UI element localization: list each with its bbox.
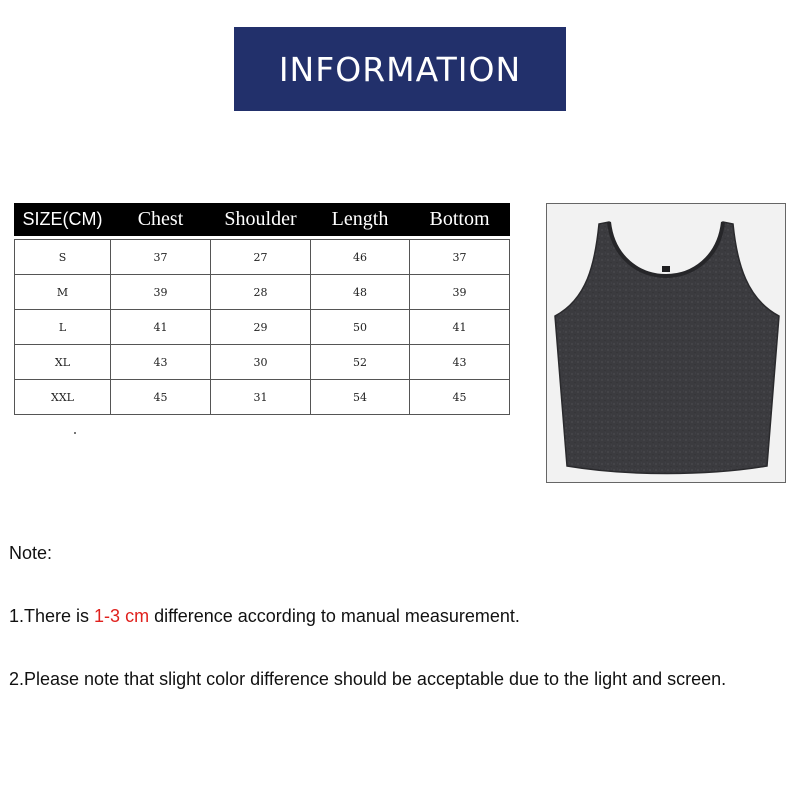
table-cell: 54 <box>311 380 410 415</box>
table-cell: 37 <box>111 240 211 275</box>
table-cell: 39 <box>111 275 211 310</box>
table-cell: 43 <box>111 345 211 380</box>
tank-top-icon <box>547 204 785 482</box>
note-line-1-suffix: difference according to manual measurement. <box>149 606 520 626</box>
table-cell: 45 <box>111 380 211 415</box>
header-bottom: Bottom <box>410 203 510 236</box>
table-cell: 50 <box>311 310 410 345</box>
note-line-1-highlight: 1-3 cm <box>94 606 150 626</box>
table-cell: XXL <box>15 380 111 415</box>
table-cell: 41 <box>410 310 510 345</box>
table-row <box>15 240 510 275</box>
table-cell: 48 <box>311 275 410 310</box>
header-length: Length <box>311 203 410 236</box>
note-line-1-prefix: 1.There is <box>9 606 95 626</box>
table-cell: 39 <box>410 275 510 310</box>
table-row <box>15 275 510 310</box>
table-cell: 45 <box>410 380 510 415</box>
table-cell: 52 <box>311 345 410 380</box>
table-cell: M <box>15 275 111 310</box>
banner-title: INFORMATION <box>278 49 522 89</box>
information-banner <box>234 27 566 111</box>
table-row <box>15 310 510 345</box>
size-table-header <box>15 203 510 236</box>
header-shoulder: Shoulder <box>211 203 311 236</box>
table-cell: L <box>15 310 111 345</box>
header-chest: Chest <box>111 203 211 236</box>
note-line-2: 2.Please note that slight color difference should be acceptable due to the light and screen. <box>9 669 727 689</box>
table-cell: 29 <box>211 310 311 345</box>
note-line-1 <box>9 606 520 627</box>
table-cell: 41 <box>111 310 211 345</box>
table-cell: 31 <box>211 380 311 415</box>
table-cell: 28 <box>211 275 311 310</box>
stray-dot <box>74 432 76 434</box>
header-size: SIZE(CM) <box>15 203 111 236</box>
table-cell: 30 <box>211 345 311 380</box>
table-cell: 27 <box>211 240 311 275</box>
size-table <box>14 203 510 415</box>
table-row <box>15 345 510 380</box>
note-heading: Note: <box>9 543 53 563</box>
table-row <box>15 380 510 415</box>
table-cell: XL <box>15 345 111 380</box>
table-cell: 43 <box>410 345 510 380</box>
product-photo <box>546 203 786 483</box>
table-cell: S <box>15 240 111 275</box>
table-cell: 46 <box>311 240 410 275</box>
table-cell: 37 <box>410 240 510 275</box>
